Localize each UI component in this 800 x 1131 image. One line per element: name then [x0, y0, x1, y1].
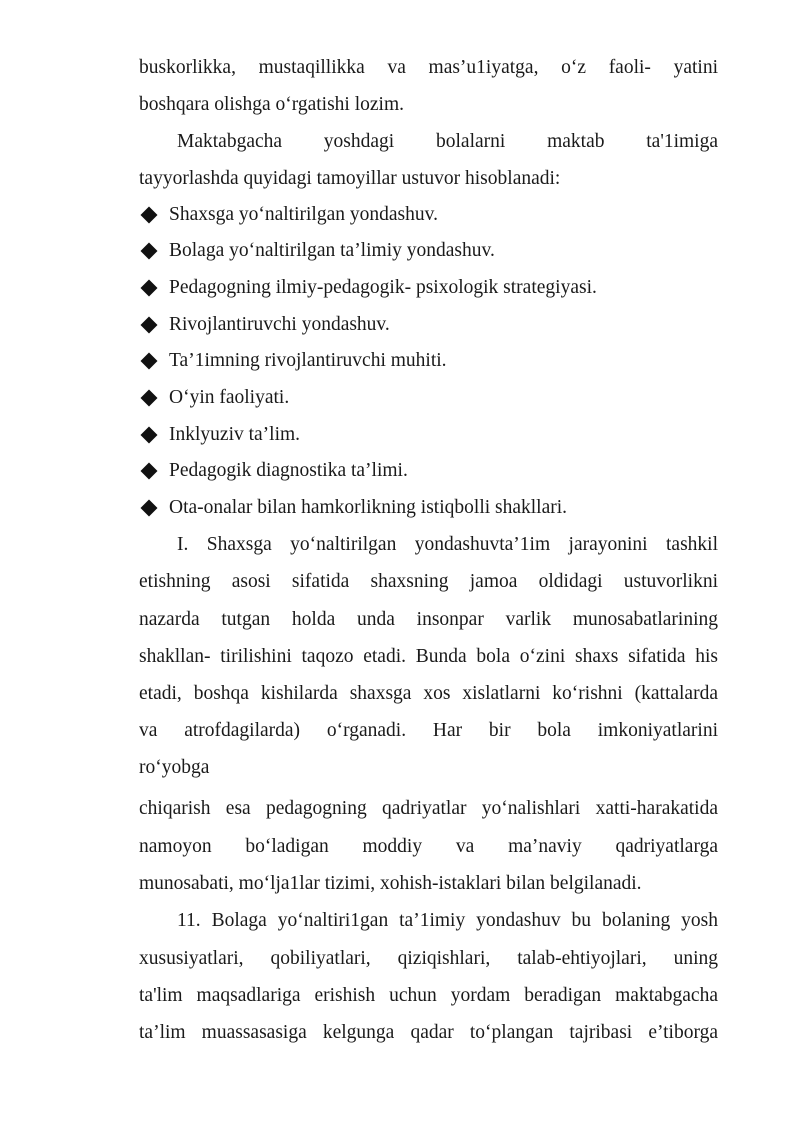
paragraph-line: boshqara olishga o‘rgatishi lozim. [139, 94, 405, 115]
list-item [139, 232, 495, 269]
paragraph-line: munosabati, mo‘lja1lar tizimi, xohish-istaklari bilan belgilanadi. [139, 873, 642, 894]
diamond-bullet-icon [141, 462, 158, 479]
paragraph-line: etishning asosi sifatida shaxsning jamoa oldidagi ustuvorlikni [139, 571, 718, 592]
list-item-label: Bolaga yo‘naltirilgan ta’limiy yondashuv. [169, 240, 495, 261]
diamond-bullet-icon [141, 242, 158, 259]
paragraph-line: xususiyatlari, qobiliyatlari, qiziqishlari, talab-ehtiyojlari, uning [139, 948, 718, 969]
list-item [139, 489, 567, 526]
list-item-label: Ota-onalar bilan hamkorlikning istiqbolli shakllari. [169, 497, 568, 518]
list-item [139, 196, 438, 233]
diamond-bullet-icon [141, 279, 158, 296]
list-item-label: O‘yin faoliyati. [169, 387, 290, 408]
paragraph-line: chiqarish esa pedagogning qadriyatlar yo‘nalishlari xatti-harakatida [139, 798, 718, 819]
diamond-bullet-icon [141, 316, 158, 333]
list-item [139, 379, 289, 416]
paragraph-line: tayyorlashda quyidagi tamoyillar ustuvor hisoblanadi: [139, 168, 561, 189]
list-item [139, 452, 408, 489]
paragraph-line: ta’lim muassasasiga kelgunga qadar to‘plangan tajribasi e’tiborga [139, 1022, 718, 1043]
list-item-label: Pedagogik diagnostika ta’limi. [169, 460, 408, 481]
list-item [139, 342, 447, 379]
diamond-bullet-icon [141, 499, 158, 516]
paragraph-line: ro‘yobga [139, 757, 210, 778]
paragraph-line: shakllan- tirilishini taqozo etadi. Bunda bola o‘zini shaxs sifatida his [139, 646, 718, 667]
list-item [139, 416, 300, 453]
paragraph-line: ta'lim maqsadlariga erishish uchun yordam beradigan maktabgacha [139, 985, 718, 1006]
list-item-label: Ta’1imning rivojlantiruvchi muhiti. [169, 350, 447, 371]
list-item-label: Inklyuziv ta’lim. [169, 424, 301, 445]
list-item-label: Pedagogning ilmiy-pedagogik- psixologik strategiyasi. [169, 277, 597, 298]
list-item-label: Shaxsga yo‘naltirilgan yondashuv. [169, 204, 438, 225]
paragraph-line: namoyon bo‘ladigan moddiy va ma’naviy qadriyatlarga [139, 836, 718, 857]
diamond-bullet-icon [141, 352, 158, 369]
diamond-bullet-icon [141, 389, 158, 406]
diamond-bullet-icon [141, 426, 158, 443]
paragraph-line: buskorlikka, mustaqillikka va mas’u1iyatga, o‘z faoli- yatini [139, 57, 718, 78]
paragraph-line: I. Shaxsga yo‘naltirilgan yondashuvta’1im jarayonini tashkil [177, 534, 718, 555]
list-item [139, 269, 597, 306]
paragraph-line: nazarda tutgan holda unda insonpar varlik munosabatlarining [139, 609, 718, 630]
paragraph-line: va atrofdagilarda) o‘rganadi. Har bir bola imkoniyatlarini [139, 720, 718, 741]
paragraph-line: etadi, boshqa kishilarda shaxsga xos xislatlarni ko‘rishni (kattalarda [139, 683, 718, 704]
paragraph-line: 11. Bolaga yo‘naltiri1gan ta’1imiy yondashuv bu bolaning yosh [177, 910, 718, 931]
diamond-bullet-icon [141, 206, 158, 223]
list-item-label: Rivojlantiruvchi yondashuv. [169, 314, 390, 335]
list-item [139, 306, 390, 343]
paragraph-line: Maktabgacha yoshdagi bolalarni maktab ta'1imiga [177, 131, 718, 152]
